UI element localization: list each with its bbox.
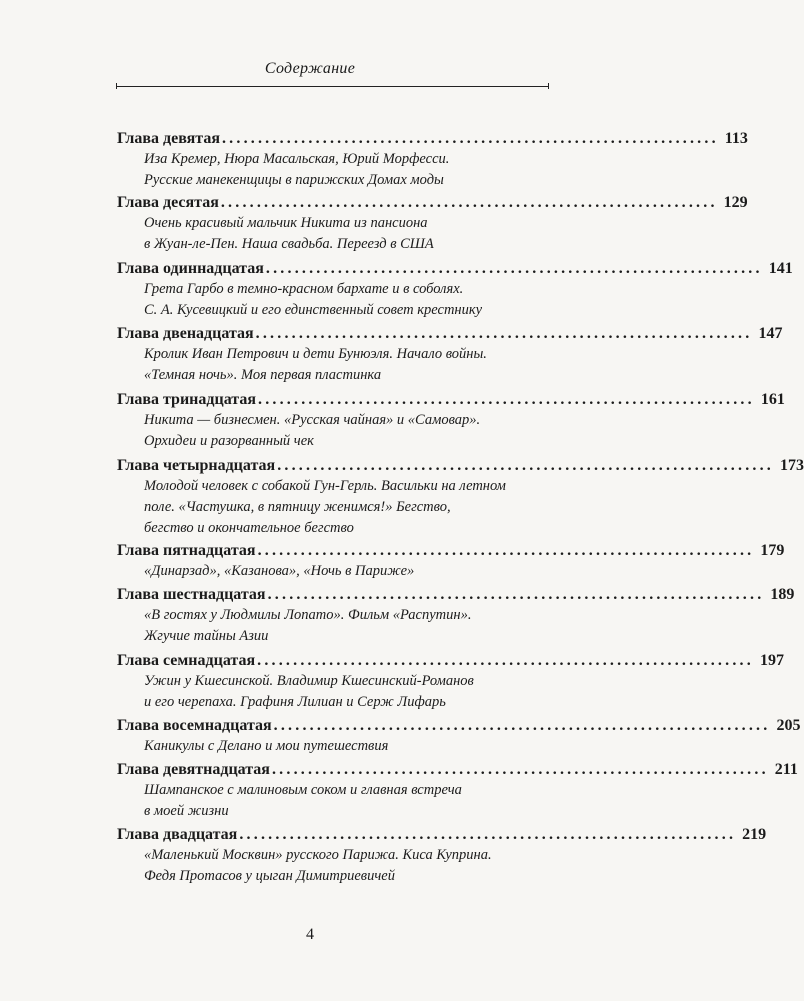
dot-leader: ..................................................................... bbox=[277, 457, 775, 474]
chapter-description bbox=[144, 561, 548, 582]
chapter-title: Глава семнадцатая bbox=[117, 652, 256, 669]
chapter-title: Глава восемнадцатая bbox=[117, 717, 272, 734]
chapter-description bbox=[144, 149, 548, 191]
chapter-line bbox=[117, 584, 795, 606]
description-line: Никита — бизнесмен. «Русская чайная» и «Самовар». bbox=[144, 412, 481, 428]
toc-entry bbox=[117, 455, 804, 539]
chapter-description bbox=[144, 671, 548, 713]
toc-entry bbox=[117, 759, 798, 822]
dot-leader: ..................................................................... bbox=[220, 194, 718, 211]
description-line: «Динарзад», «Казанова», «Ночь в Париже» bbox=[144, 563, 415, 579]
chapter-line bbox=[117, 323, 783, 345]
description-line: в Жуан-ле-Пен. Наша свадьба. Переезд в США bbox=[144, 236, 434, 252]
chapter-page-number: 173 bbox=[780, 457, 804, 474]
chapter-title: Глава девятая bbox=[117, 130, 220, 147]
description-line: Очень красивый мальчик Никита из пансиона bbox=[144, 215, 428, 231]
toc-entry bbox=[117, 389, 785, 452]
chapter-description bbox=[144, 845, 548, 887]
running-header: Содержание bbox=[264, 60, 356, 77]
description-line: поле. «Частушка, в пятницу женимся!» Бегство, bbox=[144, 499, 451, 515]
chapter-description bbox=[144, 279, 548, 321]
description-line: Шампанское с малиновым соком и главная встреча bbox=[144, 782, 462, 798]
chapter-description bbox=[144, 213, 548, 255]
dot-leader: ..................................................................... bbox=[255, 325, 753, 342]
chapter-title: Глава четырнадцатая bbox=[117, 457, 276, 474]
chapter-page-number: 113 bbox=[724, 130, 748, 147]
description-line: Иза Кремер, Нюра Масальская, Юрий Морфесси. bbox=[144, 151, 450, 167]
description-line: Грета Гарбо в темно-красном бархате и в соболях. bbox=[144, 281, 464, 297]
dot-leader: ..................................................................... bbox=[265, 260, 763, 277]
toc-entry bbox=[117, 584, 795, 647]
chapter-description bbox=[144, 344, 548, 386]
toc-entry bbox=[117, 258, 793, 321]
toc-entry bbox=[117, 540, 785, 582]
description-line: Каникулы с Делано и мои путешествия bbox=[144, 738, 389, 754]
chapter-description bbox=[144, 410, 548, 452]
chapter-description bbox=[144, 605, 548, 647]
dot-leader: ..................................................................... bbox=[239, 826, 737, 843]
description-line: «В гостях у Людмилы Лопато». Фильм «Распутин». bbox=[144, 607, 472, 623]
chapter-title: Глава тринадцатая bbox=[117, 391, 256, 408]
chapter-description bbox=[144, 476, 548, 539]
chapter-line bbox=[117, 389, 785, 411]
page-number: 4 bbox=[306, 926, 314, 943]
dot-leader: ..................................................................... bbox=[257, 542, 755, 559]
chapter-page-number: 129 bbox=[723, 194, 748, 211]
description-line: и его черепаха. Графиня Лилиан и Серж Лифарь bbox=[144, 694, 446, 710]
header-rule bbox=[117, 86, 548, 87]
description-line: Ужин у Кшесинской. Владимир Кшесинский-Романов bbox=[144, 673, 474, 689]
dot-leader: ..................................................................... bbox=[258, 391, 755, 408]
description-line: С. А. Кусевицкий и его единственный совет крестнику bbox=[144, 302, 483, 318]
description-line: бегство и окончательное бегство bbox=[144, 520, 354, 536]
chapter-line bbox=[117, 455, 804, 477]
chapter-title: Глава десятая bbox=[117, 194, 219, 211]
chapter-page-number: 211 bbox=[774, 761, 798, 778]
description-line: Русские манекенщицы в парижских Домах моды bbox=[144, 172, 444, 188]
chapter-line bbox=[117, 824, 767, 846]
description-line: Молодой человек с собакой Гун-Герль. Васильки на летном bbox=[144, 478, 506, 494]
chapter-line bbox=[117, 192, 748, 214]
chapter-line bbox=[117, 258, 793, 280]
chapter-line bbox=[117, 715, 801, 737]
toc-entry bbox=[117, 192, 748, 255]
description-line: «Темная ночь». Моя первая пластинка bbox=[144, 367, 382, 383]
description-line: в моей жизни bbox=[144, 803, 229, 819]
chapter-line bbox=[117, 759, 798, 781]
chapter-page-number: 219 bbox=[742, 826, 767, 843]
toc-entry bbox=[117, 715, 801, 757]
chapter-title: Глава девятнадцатая bbox=[117, 761, 270, 778]
chapter-title: Глава двадцатая bbox=[117, 826, 238, 843]
chapter-page-number: 205 bbox=[776, 717, 801, 734]
chapter-page-number: 189 bbox=[770, 586, 795, 603]
description-line: Жгучие тайны Азии bbox=[144, 628, 269, 644]
chapter-line bbox=[117, 128, 748, 150]
toc-entry bbox=[117, 128, 748, 191]
chapter-line bbox=[117, 650, 784, 672]
toc-entry bbox=[117, 650, 784, 713]
dot-leader: ..................................................................... bbox=[271, 761, 769, 778]
dot-leader: ..................................................................... bbox=[221, 130, 719, 147]
chapter-description bbox=[144, 736, 548, 757]
toc-entry bbox=[117, 824, 767, 887]
description-line: «Маленький Москвин» русского Парижа. Киса Куприна. bbox=[144, 847, 492, 863]
chapter-page-number: 161 bbox=[760, 391, 785, 408]
dot-leader: ..................................................................... bbox=[267, 586, 765, 603]
chapter-page-number: 179 bbox=[760, 542, 785, 559]
chapter-title: Глава двенадцатая bbox=[117, 325, 254, 342]
chapter-title: Глава одиннадцатая bbox=[117, 260, 264, 277]
toc-entry bbox=[117, 323, 783, 386]
dot-leader: ..................................................................... bbox=[257, 652, 754, 669]
chapter-page-number: 147 bbox=[758, 325, 783, 342]
description-line: Кролик Иван Петрович и дети Бунюэля. Начало войны. bbox=[144, 346, 487, 362]
description-line: Орхидеи и разорванный чек bbox=[144, 433, 314, 449]
description-line: Федя Протасов у цыган Димитриевичей bbox=[144, 868, 395, 884]
chapter-title: Глава пятнадцатая bbox=[117, 542, 256, 559]
chapter-page-number: 197 bbox=[759, 652, 784, 669]
chapter-description bbox=[144, 780, 548, 822]
dot-leader: ..................................................................... bbox=[273, 717, 771, 734]
chapter-page-number: 141 bbox=[768, 260, 793, 277]
chapter-title: Глава шестнадцатая bbox=[117, 586, 266, 603]
chapter-line bbox=[117, 540, 785, 562]
